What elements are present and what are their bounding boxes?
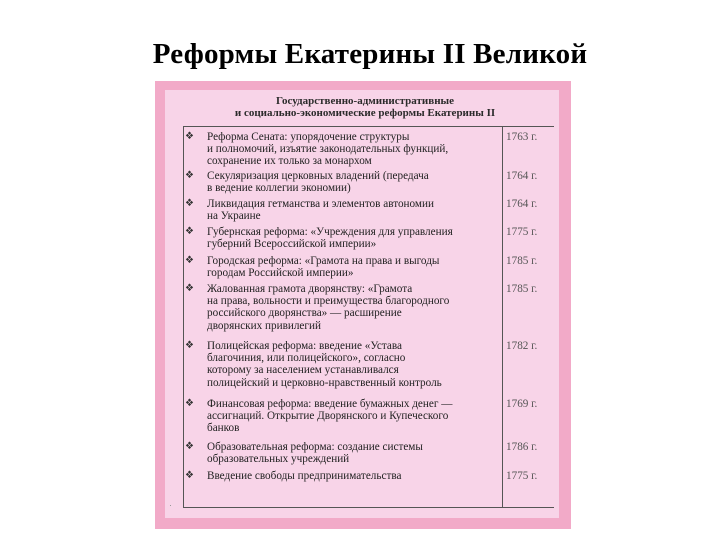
reform-description: Реформа Сената: упорядочение структуры и полномочий, изъятие законодательных функций, сохранение их только за монархом bbox=[207, 131, 449, 168]
diamond-bullet-icon: ❖ bbox=[185, 441, 194, 452]
reform-year: 1785 г. bbox=[506, 255, 538, 267]
diamond-bullet-icon: ❖ bbox=[185, 398, 194, 409]
reform-description: Городская реформа: «Грамота на права и выгоды городам Российской империи» bbox=[207, 255, 440, 280]
table-caption-line-2: и социально-экономические реформы Екатерины II bbox=[234, 107, 496, 119]
diamond-bullet-icon: ❖ bbox=[185, 131, 194, 142]
diamond-bullet-icon: ❖ bbox=[185, 283, 194, 294]
reform-description: Жалованная грамота дворянству: «Грамота на права, вольности и преимущества благородного российского дворянства» — расширение дворянских привилегий bbox=[207, 283, 450, 332]
diamond-bullet-icon: ❖ bbox=[185, 255, 194, 266]
reform-year: 1775 г. bbox=[506, 226, 538, 238]
scan-speck bbox=[170, 505, 171, 506]
reform-description: Ликвидация гетманства и элементов автономии на Украине bbox=[207, 198, 434, 223]
diamond-bullet-icon: ❖ bbox=[185, 198, 194, 209]
column-divider bbox=[502, 127, 503, 507]
reform-year: 1775 г. bbox=[506, 470, 538, 482]
diamond-bullet-icon: ❖ bbox=[185, 226, 194, 237]
reform-description: Введение свободы предпринимательства bbox=[207, 470, 402, 482]
table-frame bbox=[155, 81, 571, 529]
reform-year: 1763 г. bbox=[506, 131, 538, 143]
reform-year: 1786 г. bbox=[506, 441, 538, 453]
table-caption bbox=[225, 95, 505, 119]
diamond-bullet-icon: ❖ bbox=[185, 170, 194, 181]
reform-description: Секуляризация церковных владений (передача в ведение коллегии экономии) bbox=[207, 170, 429, 195]
reform-year: 1782 г. bbox=[506, 340, 538, 352]
reform-description: Губернская реформа: «Учреждения для управления губерний Всероссийской империи» bbox=[207, 226, 453, 251]
reform-description: Финансовая реформа: введение бумажных денег — ассигнаций. Открытие Дворянского и Купеческого банков bbox=[207, 398, 453, 435]
reform-year: 1769 г. bbox=[506, 398, 538, 410]
slide-title: Реформы Екатерины II Великой bbox=[152, 38, 588, 70]
diamond-bullet-icon: ❖ bbox=[185, 470, 194, 481]
reforms-table bbox=[183, 126, 554, 508]
table-panel bbox=[165, 90, 559, 518]
table-caption-line-1: Государственно-административные bbox=[275, 95, 455, 107]
reform-description: Полицейская реформа: введение «Устава благочиния, или полицейского», согласно которому за населением устанавливался полицейский и церковно-нравственный контроль bbox=[207, 340, 442, 389]
diamond-bullet-icon: ❖ bbox=[185, 340, 194, 351]
reform-description: Образовательная реформа: создание системы образовательных учреждений bbox=[207, 441, 423, 466]
reform-year: 1764 г. bbox=[506, 170, 538, 182]
reform-year: 1764 г. bbox=[506, 198, 538, 210]
reform-year: 1785 г. bbox=[506, 283, 538, 295]
